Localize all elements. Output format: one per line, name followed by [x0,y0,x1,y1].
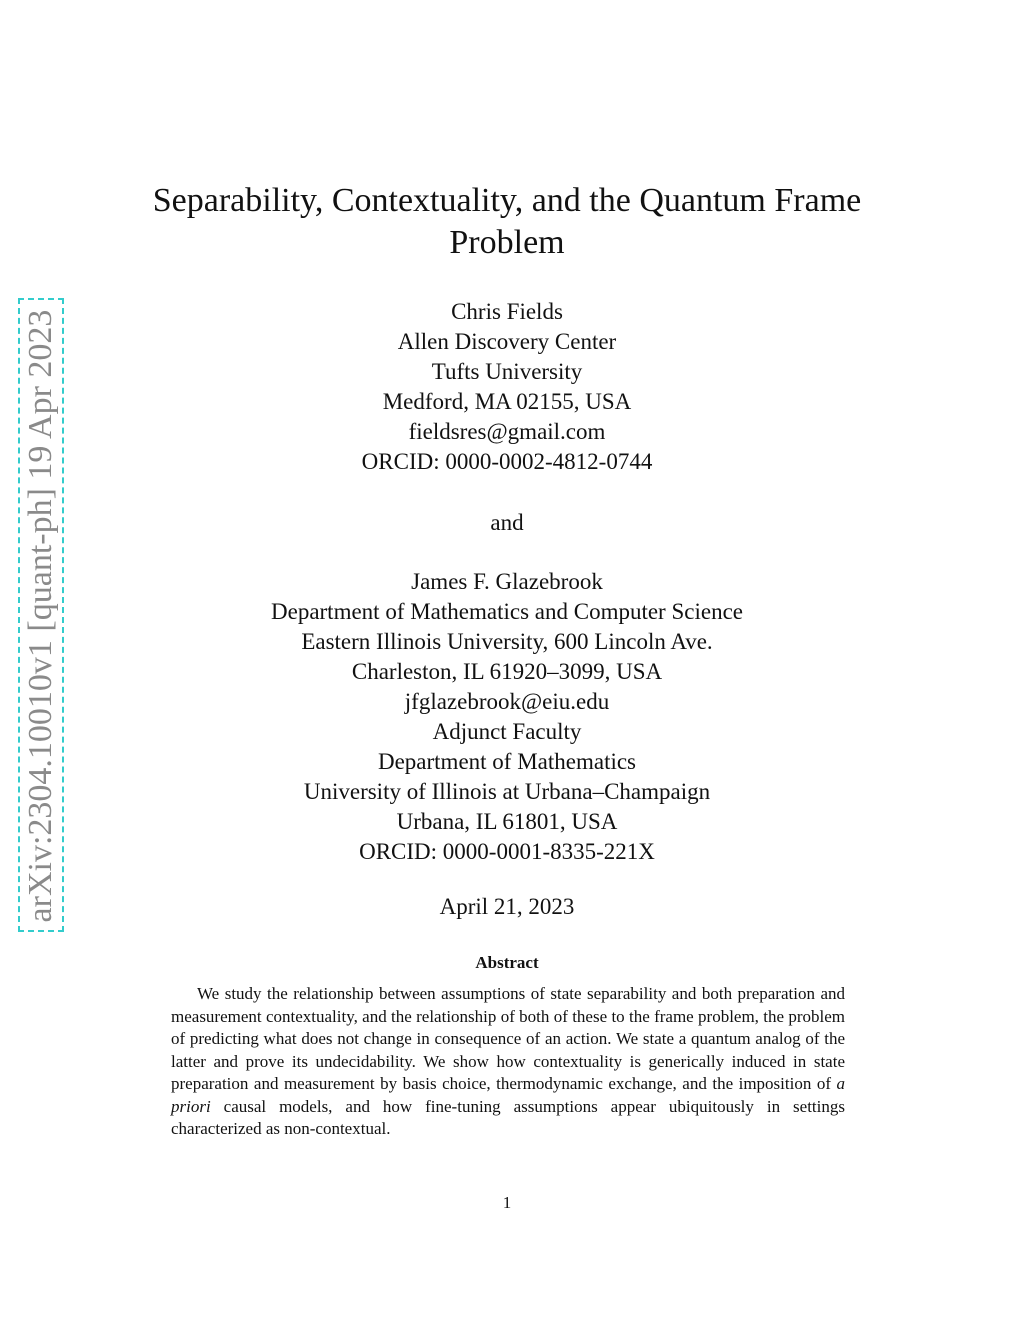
author-email[interactable]: jfglazebrook@eiu.edu [404,689,610,714]
author-name: Chris Fields [451,299,563,324]
page-number: 1 [502,1193,512,1212]
affiliation-line: Department of Mathematics [377,749,637,774]
affiliation-line: Eastern Illinois University, 600 Lincoln Ave. [301,629,713,654]
abstract-text [171,983,845,1141]
arxiv-identifier[interactable]: arXiv:2304.10010v1 [quant-ph] 19 Apr 2023 [22,309,59,923]
author-email[interactable]: fieldsres@gmail.com [408,419,606,444]
author-orcid: ORCID: 0000-0001-8335-221X [359,839,655,864]
author-name: James F. Glazebrook [411,569,603,594]
publication-date: April 21, 2023 [439,894,575,919]
address-line: Medford, MA 02155, USA [382,389,632,414]
affiliation-line: Adjunct Faculty [432,719,582,744]
affiliation-line: Department of Mathematics and Computer Science [271,599,743,624]
author-block-2 [150,567,864,867]
address-line: Charleston, IL 61920–3099, USA [351,659,663,684]
author-block-1 [150,297,864,477]
address-line: Urbana, IL 61801, USA [396,809,618,834]
affiliation-line: Tufts University [431,359,583,384]
abstract-heading: Abstract [475,953,539,972]
paper-title: Separability, Contextuality, and the Quantum Frame Problem [152,182,862,261]
author-conjunction: and [490,510,524,535]
abstract-text-part: causal models, and how fine-tuning assumptions appear ubiquitously in settings characterized as non-contextual. [171,1096,845,1138]
abstract-italic-term: a priori [171,1074,845,1116]
author-orcid: ORCID: 0000-0002-4812-0744 [361,449,653,474]
affiliation-line: University of Illinois at Urbana–Champaign [303,779,711,804]
affiliation-line: Allen Discovery Center [397,329,617,354]
abstract-text-part: We study the relationship between assumptions of state separability and both preparation and measurement contextuality, and the relationship of both of these to the frame problem, the problem of predicting what does not change in consequence of an action. We state a quantum analog of the latter and prove its undecidability. We show how contextuality is generically induced in state preparation and measurement by basis choice, thermodynamic exchange, and the imposition of [171,984,845,1093]
